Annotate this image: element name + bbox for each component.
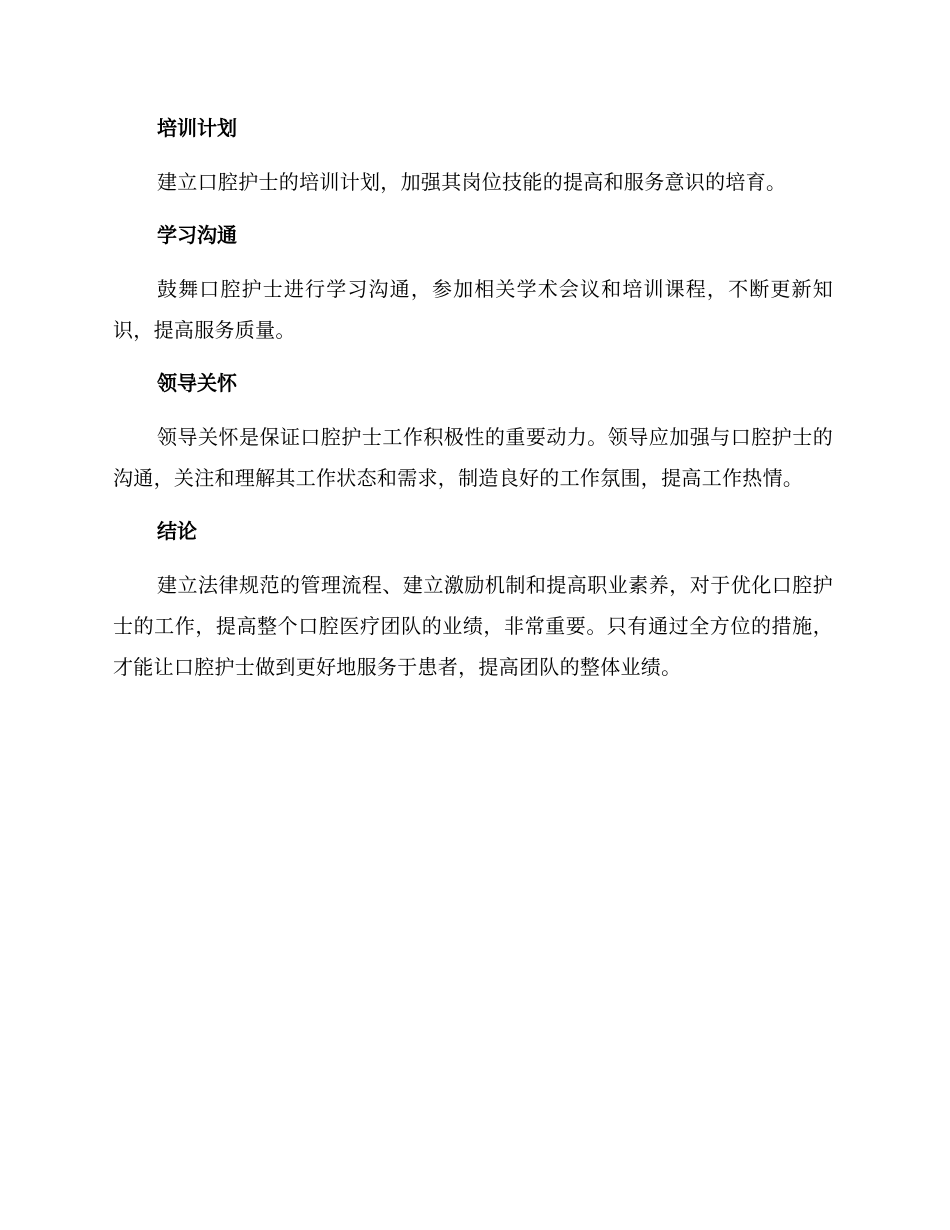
section-heading-learning-communication: 学习沟通: [157, 223, 237, 247]
section-body-leadership-care: 领导关怀是保证口腔护士工作积极性的重要动力。领导应加强与口腔护士的沟通，关注和理解其工作状态和需求，制造良好的工作氛围，提高工作热情。: [113, 425, 833, 490]
section-body-learning-communication: 鼓舞口腔护士进行学习沟通，参加相关学术会议和培训课程，不断更新知识，提高服务质量。: [113, 277, 833, 342]
section-heading-training-plan: 培训计划: [157, 116, 237, 140]
section-body-training-plan: 建立口腔护士的培训计划，加强其岗位技能的提高和服务意识的培育。: [157, 170, 787, 194]
section-heading-leadership-care: 领导关怀: [157, 371, 237, 395]
document-content: [113, 110, 833, 688]
section-heading-conclusion: 结论: [157, 519, 197, 543]
section-body-conclusion: 建立法律规范的管理流程、建立激励机制和提高职业素养，对于优化口腔护士的工作，提高整个口腔医疗团队的业绩，非常重要。只有通过全方位的措施，才能让口腔护士做到更好地服务于患者，提高团队的整体业绩。: [113, 573, 833, 679]
